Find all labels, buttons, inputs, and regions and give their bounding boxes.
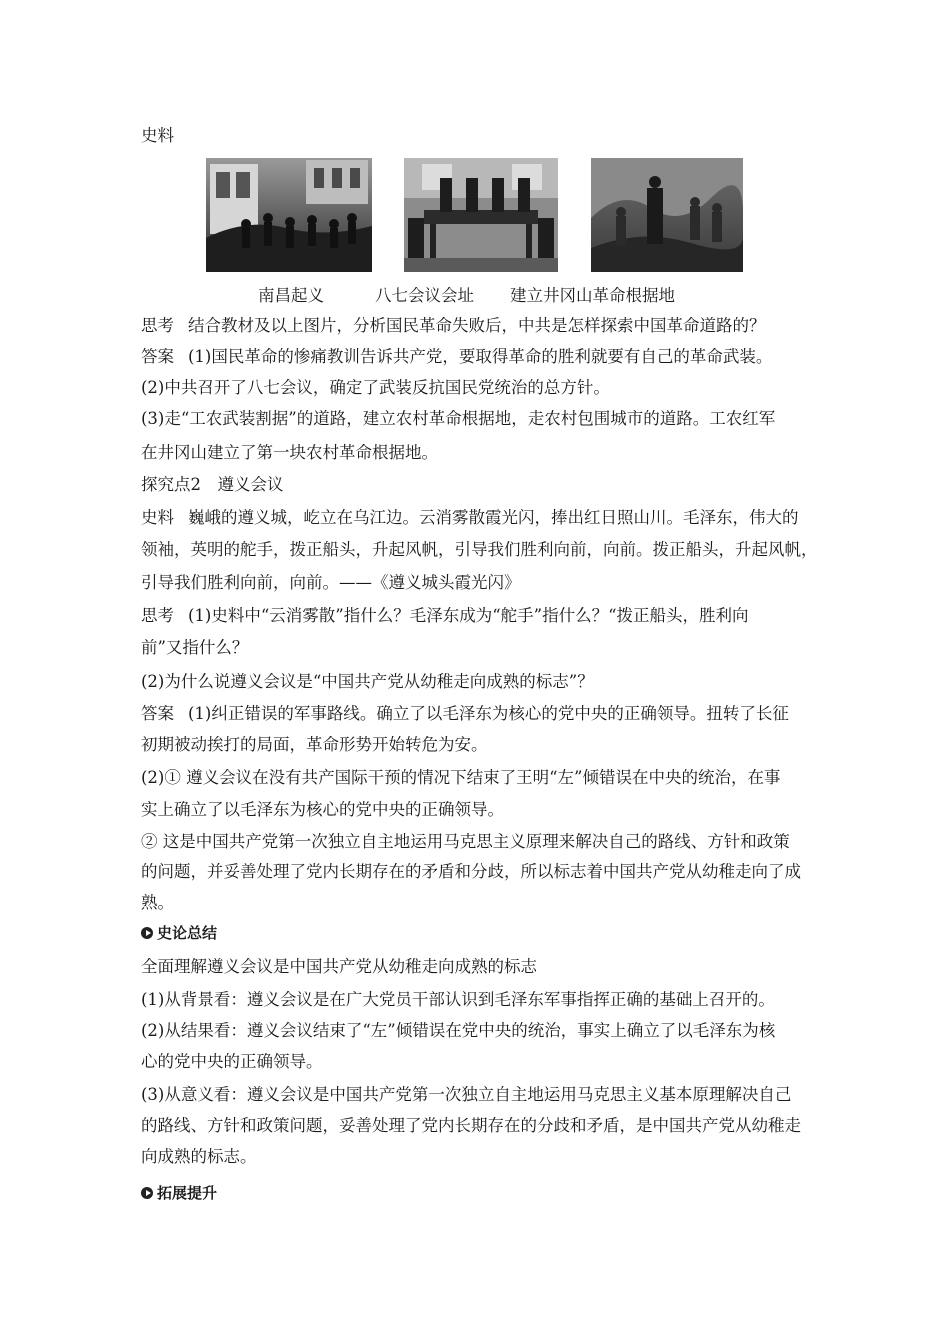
text-line (141, 347, 772, 367)
summary-line: 心的党中央的正确领导。 (141, 1052, 323, 1071)
play-circle-icon (141, 927, 153, 939)
source-label: 史料 (141, 126, 174, 145)
text-line (141, 672, 594, 692)
text-line (141, 508, 799, 528)
line-label: 思考 (141, 606, 174, 625)
text-line (141, 378, 610, 398)
text-line (141, 638, 248, 658)
caption-meeting-site: 八七会议会址 (375, 286, 474, 305)
summary-line: 的路线、方针和政策问题，妥善处理了党内长期存在的分歧和矛盾，是中国共产党从幼稚走 (141, 1116, 801, 1135)
line-label: 思考 (141, 316, 174, 335)
text-line (141, 800, 504, 820)
line-text: (1)史料中“云消雾散”指什么？毛泽东成为“舵手”指什么？“拨正船头，胜利向 (188, 606, 749, 625)
line-text: 在井冈山建立了第一块农村革命根据地。 (141, 443, 438, 462)
photo-jinggangshan (591, 158, 743, 272)
text-line (141, 606, 749, 626)
summary-line: (3)从意义看：遵义会议是中国共产党第一次独立自主地运用马克思主义基本原理解决自己 (141, 1085, 792, 1104)
text-line (141, 475, 284, 495)
line-text: (2)① 遵义会议在没有共产国际干预的情况下结束了王明“左”倾错误在中央的统治，在事 (141, 768, 781, 787)
line-label: 答案 (141, 704, 174, 723)
line-text: 领袖，英明的舵手，拨正船头，升起风帆，引导我们胜利向前，向前。拨正船头，升起风帆， (141, 540, 818, 559)
line-text: (2)中共召开了八七会议，确定了武装反抗国民党统治的总方针。 (141, 378, 610, 397)
line-text: 巍峨的遵义城，屹立在乌江边。云消雾散霞光闪，捧出红日照山川。毛泽东，伟大的 (188, 508, 799, 527)
line-text: 结合教材及以上图片，分析国民革命失败后，中共是怎样探索中国革命道路的？ (188, 316, 766, 335)
section-title: 拓展提升 (157, 1184, 218, 1202)
summary-line: 全面理解遵义会议是中国共产党从幼稚走向成熟的标志 (141, 957, 537, 976)
summary-line: (1)从背景看：遵义会议是在广大党员干部认识到毛泽东军事指挥正确的基础上召开的。 (141, 990, 775, 1009)
line-text: 前”又指什么？ (141, 638, 249, 657)
line-text: (1)国民革命的惨痛教训告诉共产党，要取得革命的胜利就要有自己的革命武装。 (188, 347, 773, 366)
section-heading-summary (141, 923, 217, 943)
text-line (141, 893, 174, 913)
caption-jinggangshan: 建立井冈山革命根据地 (510, 286, 675, 305)
line-text: 熟。 (141, 893, 174, 912)
line-label: 史料 (141, 508, 174, 527)
text-line (141, 704, 789, 724)
text-line (141, 832, 790, 852)
caption-nanchang: 南昌起义 (258, 286, 324, 305)
text-line (141, 735, 488, 755)
line-label: 答案 (141, 347, 174, 366)
text-line (141, 443, 438, 463)
photo-nanchang-uprising (206, 158, 372, 272)
line-text: 探究点2 遵义会议 (141, 475, 284, 494)
text-line (141, 573, 521, 593)
section-heading-extension (141, 1183, 217, 1203)
play-circle-icon (141, 1187, 153, 1199)
line-text: 初期被动挨打的局面，革命形势开始转危为安。 (141, 735, 488, 754)
line-text: 引导我们胜利向前，向前。——《遵义城头霞光闪》 (141, 573, 521, 592)
text-line (141, 316, 766, 336)
text-line (141, 540, 818, 560)
text-line (141, 862, 801, 882)
line-text: ② 这是中国共产党第一次独立自主地运用马克思主义原理来解决自己的路线、方针和政策 (141, 832, 790, 851)
summary-line: 向成熟的标志。 (141, 1147, 257, 1166)
text-line (141, 409, 775, 429)
section-title: 史论总结 (157, 924, 218, 942)
photo-meeting-room (404, 158, 558, 272)
line-text: 实上确立了以毛泽东为核心的党中央的正确领导。 (141, 800, 504, 819)
line-text: (3)走“工农武装割据”的道路，建立农村革命根据地，走农村包围城市的道路。工农红军 (141, 409, 776, 428)
text-line (141, 768, 781, 788)
line-text: 的问题，并妥善处理了党内长期存在的矛盾和分歧，所以标志着中国共产党从幼稚走向了成 (141, 862, 801, 881)
line-text: (1)纠正错误的军事路线。确立了以毛泽东为核心的党中央的正确领导。扭转了长征 (188, 704, 789, 723)
line-text: (2)为什么说遵义会议是“中国共产党从幼稚走向成熟的标志”？ (141, 672, 594, 691)
summary-line: (2)从结果看：遵义会议结束了“左”倾错误在党中央的统治，事实上确立了以毛泽东为核 (141, 1021, 776, 1040)
